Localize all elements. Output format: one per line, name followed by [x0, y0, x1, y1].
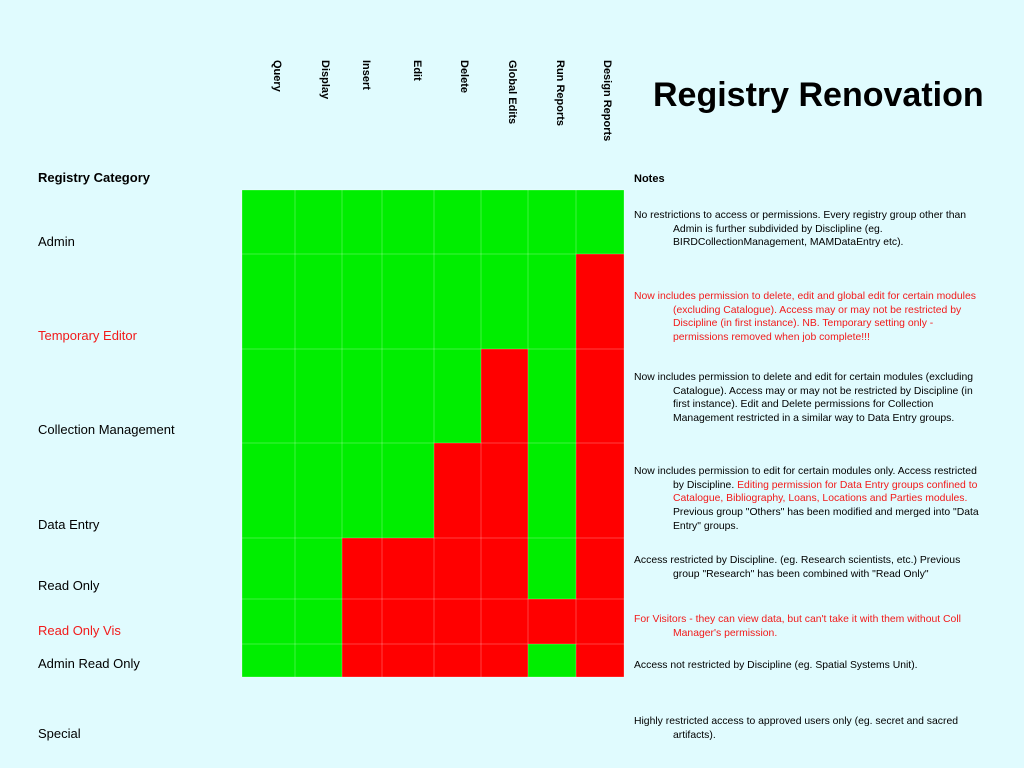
grid-cell	[295, 538, 342, 599]
grid-cell	[434, 254, 481, 349]
grid-cell	[382, 443, 434, 538]
grid-cell	[481, 349, 528, 443]
row-label-special: Special	[38, 726, 81, 741]
grid-cell	[382, 538, 434, 599]
grid-cell	[576, 349, 624, 443]
grid-cell	[576, 190, 624, 254]
grid-cell	[576, 644, 624, 677]
grid-cell	[434, 349, 481, 443]
grid-cell	[382, 599, 434, 644]
row-label-admin-read-only: Admin Read Only	[38, 656, 140, 671]
note-item	[634, 554, 979, 581]
grid-cell	[528, 599, 576, 644]
grid-cell	[295, 190, 342, 254]
grid-cell	[481, 599, 528, 644]
note-text: Editing permission for Data Entry groups confined to Catalogue, Bibliography, Loans, Locations and Parties modules.	[673, 479, 978, 505]
grid-cell	[242, 644, 295, 677]
grid-cell	[434, 538, 481, 599]
grid-cell	[382, 644, 434, 677]
row-label-read-only: Read Only	[38, 578, 100, 593]
grid-cell	[528, 644, 576, 677]
grid-cell	[242, 254, 295, 349]
grid-cell	[576, 538, 624, 599]
column-header-run-reports: Run Reports	[554, 60, 566, 126]
row-label-collection-management: Collection Management	[38, 422, 175, 437]
grid-cell	[528, 190, 576, 254]
grid-cell	[295, 349, 342, 443]
grid-cell	[481, 538, 528, 599]
grid-cell	[528, 538, 576, 599]
grid-cell	[576, 443, 624, 538]
grid-cell	[242, 599, 295, 644]
grid-cell	[242, 443, 295, 538]
note-item	[634, 715, 979, 742]
grid-cell	[242, 538, 295, 599]
row-label-temporary-editor: Temporary Editor	[38, 328, 137, 343]
grid-cell	[242, 190, 295, 254]
grid-cell	[342, 190, 382, 254]
grid-cell	[528, 254, 576, 349]
column-header-global-edits: Global Edits	[506, 60, 518, 125]
row-label-read-only-vis: Read Only Vis	[38, 623, 121, 638]
notes-header: Notes	[634, 173, 665, 185]
grid-cell	[242, 349, 295, 443]
grid-cell	[576, 599, 624, 644]
page-title: Registry Renovation	[653, 76, 984, 114]
grid-cell	[434, 190, 481, 254]
note-text: Now includes permission to delete and edit for certain modules (excluding Catalogue). Access may or may not be restricted by Discipline (in first instance). Edit and Delete permissions for Collection Management restricted in a similar way to Data Entry groups.	[634, 372, 974, 425]
grid-cell	[295, 443, 342, 538]
column-header-edit: Edit	[411, 60, 423, 81]
grid-cell	[382, 349, 434, 443]
grid-cell	[342, 599, 382, 644]
column-header-design-reports: Design Reports	[601, 60, 613, 142]
note-item	[634, 209, 979, 250]
grid-cell	[295, 644, 342, 677]
row-label-admin: Admin	[38, 234, 75, 249]
note-item	[634, 659, 979, 673]
note-item	[634, 371, 979, 426]
category-header: Registry Category	[38, 170, 150, 185]
grid-cell	[342, 644, 382, 677]
grid-cell	[295, 254, 342, 349]
grid-cell	[528, 349, 576, 443]
grid-cell	[528, 443, 576, 538]
note-text: Access not restricted by Discipline (eg. Spatial Systems Unit).	[634, 660, 918, 671]
note-text: No restrictions to access or permissions. Every registry group other than Admin is further subdivided by Disclipline (eg. BIRDCollectionManagement, MAMDataEntry etc).	[634, 210, 967, 249]
grid-cell	[342, 254, 382, 349]
note-item	[634, 613, 979, 640]
grid-cell	[576, 254, 624, 349]
column-header-query: Query	[271, 60, 283, 92]
grid-cell	[434, 644, 481, 677]
note-item	[634, 290, 979, 345]
note-text: Now includes permission to delete, edit and global edit for certain modules (excluding Catalogue). Access may or may not be restricted by Discipline (in first instance). NB. Temporary setting only - permissions removed when job complete!!!	[634, 291, 976, 344]
grid-cell	[342, 443, 382, 538]
grid-cell	[481, 443, 528, 538]
grid-cell	[481, 644, 528, 677]
note-text: Previous group "Others" has been modified and merged into "Data Entry" groups.	[673, 507, 979, 532]
row-label-data-entry: Data Entry	[38, 517, 100, 532]
note-text: Highly restricted access to approved users only (eg. secret and sacred artifacts).	[634, 716, 958, 741]
note-text: Now includes permission to edit for certain modules only. Access restricted by Discipline.	[634, 466, 977, 491]
column-header-delete: Delete	[458, 60, 470, 94]
column-header-display: Display	[319, 60, 331, 100]
grid-cell	[342, 349, 382, 443]
grid-cell	[382, 254, 434, 349]
note-text: Access restricted by Discipline. (eg. Research scientists, etc.) Previous group "Research" has been combined with "Read Only"	[634, 555, 961, 580]
note-item	[634, 465, 979, 534]
note-text: For Visitors - they can view data, but can't take it with them without Coll Manager's permission.	[634, 614, 961, 639]
grid-cell	[434, 599, 481, 644]
grid-cell	[481, 254, 528, 349]
grid-cell	[434, 443, 481, 538]
grid-cell	[295, 599, 342, 644]
grid-cell	[382, 190, 434, 254]
grid-cell	[342, 538, 382, 599]
column-header-insert: Insert	[360, 60, 372, 90]
grid-cell	[481, 190, 528, 254]
